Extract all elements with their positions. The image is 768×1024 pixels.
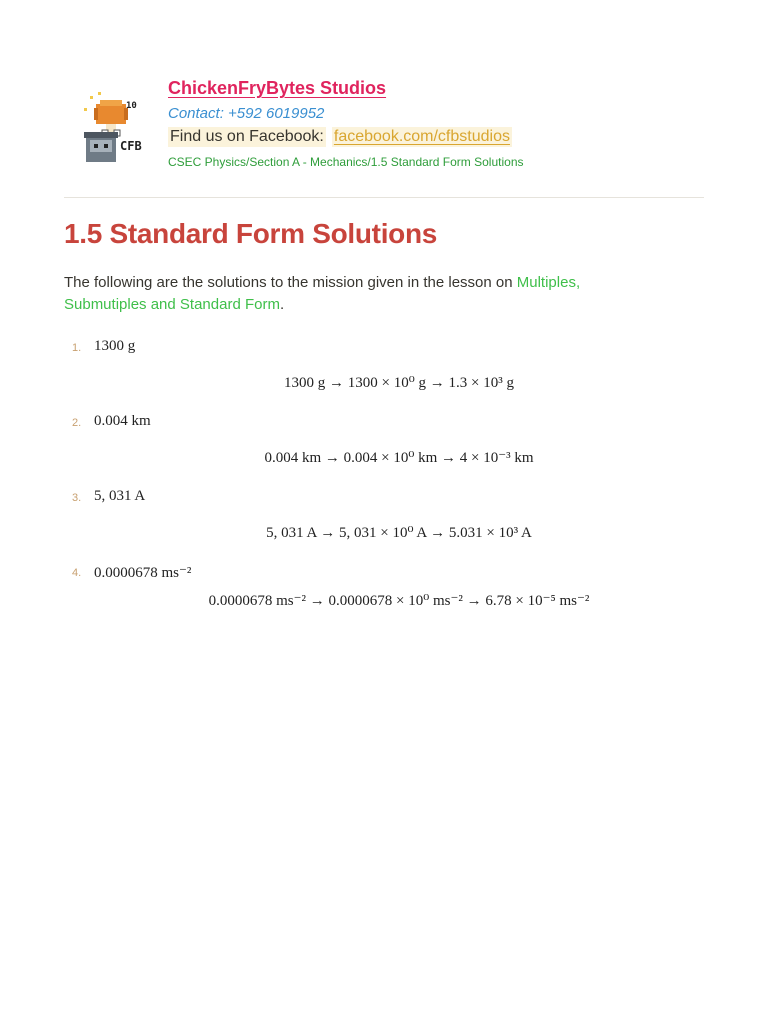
item-solution: 5, 031 A → 5, 031 × 10⁰ A → 5.031 × 10³ A [266,525,532,541]
intro-text: The following are the solutions to the mission given in the lesson on [64,274,517,291]
brand-name-link[interactable]: ChickenFryBytes Studios [168,78,387,98]
item-number: 2. [72,417,82,429]
svg-text:CFB: CFB [120,139,142,153]
svg-text:10: 10 [126,101,137,111]
item-number: 4. [72,567,82,579]
item-question: 1300 g [94,338,136,354]
item-question: 0.004 km [94,413,151,429]
intro-paragraph [64,272,644,316]
site-header [64,74,704,174]
item-solution: 0.0000678 ms⁻² → 0.0000678 × 10⁰ ms⁻² → 6.78 × 10⁻⁵ ms⁻² [208,593,590,609]
list-item [64,486,704,561]
chicken-logo-icon [76,86,156,166]
brand-block [168,78,524,169]
list-item [64,336,704,411]
lesson-link[interactable]: Multiples, Submutiples and Standard Form [64,274,581,313]
list-item [64,411,704,486]
breadcrumb[interactable]: CSEC Physics/Section A - Mechanics/1.5 Standard Form Solutions [168,155,524,169]
item-solution: 0.004 km → 0.004 × 10⁰ km → 4 × 10⁻³ km [264,450,534,466]
facebook-link[interactable]: facebook.com/cfbstudios [333,128,510,145]
item-number: 1. [72,342,82,354]
item-number: 3. [72,492,82,504]
intro-end: . [279,296,285,313]
item-question: 5, 031 A [94,488,146,504]
header-divider [64,197,704,198]
list-item [64,561,704,636]
facebook-row [168,127,524,147]
solutions-list [64,336,704,636]
item-solution: 1300 g → 1300 × 10⁰ g → 1.3 × 10³ g [284,375,514,391]
page-title: 1.5 Standard Form Solutions [64,218,438,249]
facebook-label: Find us on Facebook: [170,128,324,145]
item-question: 0.0000678 ms⁻² [94,565,192,581]
contact-text: Contact: +592 6019952 [168,105,325,122]
